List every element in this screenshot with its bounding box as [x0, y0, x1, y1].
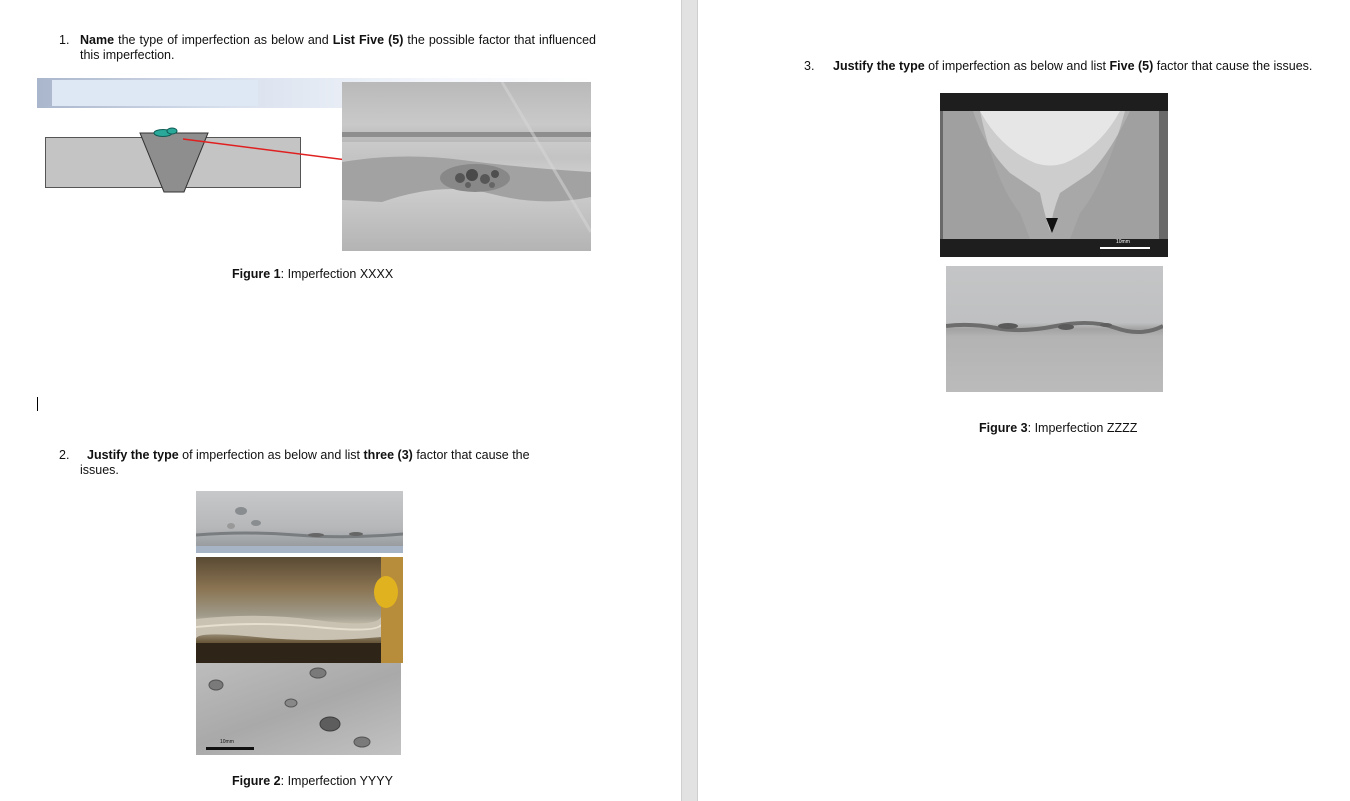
figure-2-label: Figure 2 [232, 774, 281, 788]
q3-justify-bold: Justify the type [833, 59, 925, 73]
page-gutter [681, 0, 698, 801]
weld-photo-figure-2-middle [196, 557, 403, 663]
question-2-text [80, 448, 565, 478]
q1-list-bold: List Five (5) [332, 33, 404, 47]
weld-bead-shape [140, 133, 208, 192]
figure-1-title: : Imperfection XXXX [280, 267, 394, 281]
q2-text-b: factor that cause the issues. [80, 448, 530, 477]
q3-text-a: of imperfection as below and list [924, 59, 1110, 73]
weld-macro-figure-3-art [940, 93, 1168, 257]
q1-text-b: the possible factor that influenced this imperfection. [80, 33, 596, 62]
question-3-text [833, 59, 1345, 74]
weld-photo-figure-1 [342, 82, 591, 251]
figure-2-title: : Imperfection YYYY [280, 774, 393, 788]
weld-photo-figure-3-surface-art [946, 266, 1163, 392]
text-cursor [37, 397, 38, 411]
figure-2-scale-label: 10mm [220, 739, 234, 745]
question-3-number: 3. [804, 59, 815, 73]
question-2-number: 2. [59, 448, 70, 462]
q2-justify-bold: Justify the type [87, 448, 179, 462]
figure-3-scale-label: 10mm [1116, 239, 1130, 245]
q3-text-b: factor that cause the issues. [1153, 59, 1313, 73]
weld-photo-figure-2-middle-art [196, 557, 403, 663]
q1-name-bold: Name [80, 33, 115, 47]
weld-photo-figure-2-bottom [196, 663, 401, 755]
question-1-number: 1. [59, 33, 70, 47]
q3-five-bold: Five (5) [1109, 59, 1154, 73]
weld-photo-figure-2-top [196, 491, 403, 553]
q2-text-a: of imperfection as below and list [178, 448, 364, 462]
figure-2-caption [232, 774, 393, 788]
weld-photo-figure-3-surface [946, 266, 1163, 392]
figure-3-title: : Imperfection ZZZZ [1027, 421, 1138, 435]
q2-three-bold: three (3) [363, 448, 413, 462]
weld-macro-figure-3 [940, 93, 1168, 257]
q1-text-a: the type of imperfection as below and [114, 33, 333, 47]
figure-1-caption [232, 267, 393, 281]
figure-3-caption [979, 421, 1137, 435]
figure-3-label: Figure 3 [979, 421, 1028, 435]
weld-photo-figure-2-top-art [196, 491, 403, 553]
weld-photo-figure-1-art [342, 82, 591, 251]
figure-1-label: Figure 1 [232, 267, 281, 281]
